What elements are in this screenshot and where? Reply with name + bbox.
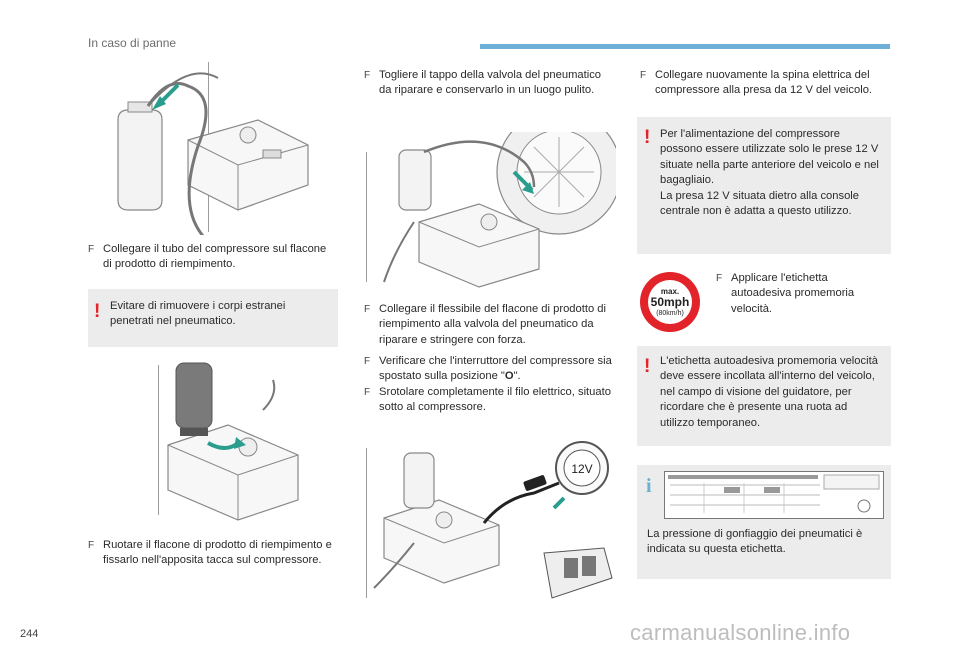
header-accent-bar bbox=[480, 44, 890, 49]
step-apply-sticker bbox=[716, 271, 876, 317]
step-text: Ruotare il flacone di prodotto di riempimento e fissarlo nell'apposita tacca sul compressore. bbox=[103, 539, 332, 567]
page-number: 244 bbox=[20, 628, 39, 640]
info-icon: i bbox=[646, 475, 652, 497]
step-text: Collegare il tubo del compressore sul flacone di prodotto di riempimento. bbox=[103, 243, 327, 271]
check-box-icon: F bbox=[640, 70, 647, 81]
step-text: Collegare il flessibile del flacone di prodotto di riempimento alla valvola del pneumatico da riparare e stringere con forza. bbox=[379, 303, 606, 346]
illustration-rotate-bottle bbox=[148, 355, 328, 525]
illustration-plug-12v bbox=[364, 438, 616, 606]
watermark: carmanualsonline.info bbox=[630, 620, 851, 645]
sticker-speed-kmh: (80km/h) bbox=[656, 310, 684, 317]
check-box-icon: F bbox=[364, 70, 371, 81]
check-box-icon: F bbox=[364, 387, 371, 398]
warning-box-sticker-placement bbox=[637, 346, 891, 446]
illustration-hose-to-valve bbox=[364, 132, 616, 290]
info-text: La pressione di gonfiaggio dei pneumatici è indicata su questa etichetta. bbox=[647, 528, 863, 556]
step-rotate-bottle bbox=[88, 538, 333, 569]
step-text: Collegare nuovamente la spina elettrica del compressore alla presa da 12 V del veicolo. bbox=[655, 69, 873, 97]
step-text: Applicare l'etichetta autoadesiva promemoria velocità. bbox=[731, 272, 855, 315]
sticker-max-text: max. bbox=[660, 287, 680, 296]
warning-box-12v-sockets bbox=[637, 117, 891, 254]
check-box-icon: F bbox=[88, 244, 95, 255]
check-box-icon: F bbox=[88, 540, 95, 551]
check-box-icon: F bbox=[364, 304, 371, 315]
exclamation-icon: ! bbox=[94, 301, 101, 322]
step-check-switch bbox=[364, 354, 616, 385]
check-box-icon: F bbox=[364, 356, 371, 367]
warning-text: L'etichetta autoadesiva promemoria velocità deve essere incollata all'interno del veicolo, nel campo di visione del guidatore, per ricordare che è presente una ruota ad utilizzo temporaneo. bbox=[660, 355, 878, 429]
warning-text: Per l'alimentazione del compressore possono essere utilizzate solo le prese 12 V situate nella parte anteriore del veicolo e nel bagagliaio. La presa 12 V situata dietro alla console centrale non è adatta a questo utilizzo. bbox=[660, 128, 879, 218]
check-box-icon: F bbox=[716, 273, 723, 284]
switch-position: O bbox=[504, 370, 514, 383]
step-text: Togliere il tappo della valvola del pneumatico da riparare e conservarlo in un luogo pulito. bbox=[379, 69, 602, 97]
speed-reminder-sticker bbox=[638, 270, 702, 334]
step-connect-flexible bbox=[364, 302, 616, 348]
warning-text: Evitare di rimuovere i corpi estranei penetrati nel pneumatico. bbox=[110, 300, 286, 328]
step-reconnect-plug bbox=[640, 68, 892, 99]
exclamation-icon: ! bbox=[644, 127, 651, 148]
exclamation-icon: ! bbox=[644, 356, 651, 377]
section-title: In caso di panne bbox=[88, 36, 177, 50]
warning-box-foreign-bodies bbox=[88, 289, 338, 347]
socket-12v-label: 12V bbox=[571, 462, 593, 476]
step-remove-valve-cap bbox=[364, 68, 614, 99]
illustration-compressor-to-bottle bbox=[88, 60, 338, 235]
step-connect-hose bbox=[88, 242, 328, 273]
step-text: Verificare che l'interruttore del compressore sia spostato sulla posizione "O". bbox=[379, 355, 612, 383]
step-unroll-cable bbox=[364, 385, 616, 416]
step-text: Srotolare completamente il filo elettrico, situato sotto al compressore. bbox=[379, 386, 611, 414]
sticker-speed-mph: 50mph bbox=[650, 295, 690, 309]
tyre-pressure-label-image bbox=[664, 471, 884, 519]
info-box-pressure-label bbox=[637, 465, 891, 579]
